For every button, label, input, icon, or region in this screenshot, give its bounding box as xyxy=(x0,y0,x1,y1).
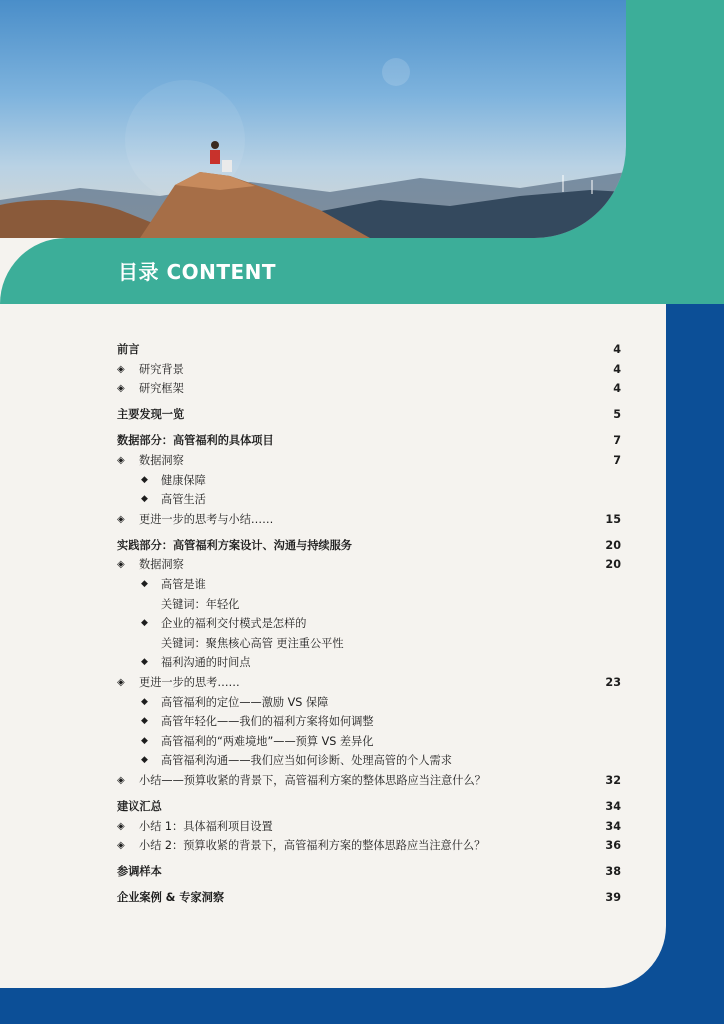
toc-entry[interactable] xyxy=(117,360,621,380)
toc-entry-title: 小结 2：预算收紧的背景下，高管福利方案的整体思路应当注意什么？ xyxy=(139,839,486,853)
toc-entry-title: 高管生活 xyxy=(161,493,206,507)
toc-entry[interactable] xyxy=(117,340,621,360)
toc-entry-page-number: 38 xyxy=(605,865,621,879)
toc-entry[interactable] xyxy=(117,817,621,837)
toc-entry-title: 前言 xyxy=(117,343,140,356)
toc-entry-title: 高管年轻化——我们的福利方案将如何调整 xyxy=(161,715,374,729)
small-diamond-bullet-icon: ◆ xyxy=(141,618,148,629)
toc-entry[interactable] xyxy=(117,379,621,399)
diamond-bullet-icon: ◈ xyxy=(117,559,125,571)
toc-entry-page-number: 36 xyxy=(605,839,621,853)
toc-entry[interactable] xyxy=(117,751,621,771)
diamond-bullet-icon: ◈ xyxy=(117,513,125,525)
toc-entry[interactable] xyxy=(117,405,621,425)
toc-entry-title: 主要发现一览 xyxy=(117,408,185,422)
diamond-bullet-icon: ◈ xyxy=(117,383,125,395)
toc-entry[interactable] xyxy=(117,471,621,491)
toc-entry[interactable] xyxy=(117,634,621,654)
diamond-bullet-icon: ◈ xyxy=(117,820,125,832)
toc-entry-title: 更进一步的思考…… xyxy=(139,676,240,689)
small-diamond-bullet-icon: ◆ xyxy=(141,755,148,766)
toc-entry-page-number: 34 xyxy=(605,800,621,814)
toc-entry[interactable] xyxy=(117,888,621,908)
toc-entry[interactable] xyxy=(117,510,621,530)
toc-entry[interactable] xyxy=(117,836,621,856)
toc-entry-page-number: 23 xyxy=(605,676,621,689)
toc-entry-title: 关键词：年轻化 xyxy=(161,597,240,611)
toc-entry[interactable] xyxy=(117,536,621,556)
small-diamond-bullet-icon: ◆ xyxy=(141,494,148,505)
toc-entry-page-number: 15 xyxy=(605,512,621,526)
cover-photo xyxy=(0,0,626,238)
small-diamond-bullet-icon: ◆ xyxy=(141,657,148,668)
toc-entry-page-number: 32 xyxy=(605,773,621,787)
toc-entry-page-number: 7 xyxy=(613,453,621,467)
mountain-scene-illustration xyxy=(0,0,626,238)
toc-entry[interactable] xyxy=(117,575,621,595)
toc-entry[interactable] xyxy=(117,595,621,615)
small-diamond-bullet-icon: ◆ xyxy=(141,735,148,746)
toc-entry-title: 企业案例 & 专家洞察 xyxy=(117,891,225,905)
toc-entry[interactable] xyxy=(117,653,621,673)
toc-entry-title: 数据部分：高管福利的具体项目 xyxy=(117,434,274,448)
toc-entry-title: 研究框架 xyxy=(139,382,184,396)
toc-entry-title: 数据洞察 xyxy=(139,558,184,572)
toc-entry-title: 关键词：聚焦核心高管 更注重公平性 xyxy=(161,636,344,650)
toc-entry-title: 高管福利的定位——激励 VS 保障 xyxy=(161,695,329,709)
toc-entry-page-number: 7 xyxy=(613,434,621,448)
toc-entry[interactable] xyxy=(117,673,621,693)
toc-entry-title: 健康保障 xyxy=(161,473,206,487)
toc-entry-title: 数据洞察 xyxy=(139,453,184,467)
toc-entry-title: 更进一步的思考与小结…… xyxy=(139,512,274,526)
toc-entry[interactable] xyxy=(117,490,621,510)
toc-entry-page-number: 4 xyxy=(613,382,621,396)
toc-entry-page-number: 34 xyxy=(605,819,621,833)
page-title: 目录 CONTENT xyxy=(118,260,277,284)
toc-entry[interactable] xyxy=(117,862,621,882)
toc-entry-title: 小结——预算收紧的背景下，高管福利方案的整体思路应当注意什么？ xyxy=(139,773,486,787)
toc-entry-page-number: 5 xyxy=(613,408,621,422)
toc-entry[interactable] xyxy=(117,712,621,732)
toc-entry[interactable] xyxy=(117,771,621,791)
toc-entry-title: 福利沟通的时间点 xyxy=(161,656,251,670)
small-diamond-bullet-icon: ◆ xyxy=(141,696,148,707)
toc-entry[interactable] xyxy=(117,797,621,817)
toc-entry[interactable] xyxy=(117,555,621,575)
toc-entry[interactable] xyxy=(117,693,621,713)
small-diamond-bullet-icon: ◆ xyxy=(141,579,148,590)
toc-entry-page-number: 20 xyxy=(605,538,621,552)
toc-entry[interactable] xyxy=(117,431,621,451)
toc-entry-title: 小结 1：具体福利项目设置 xyxy=(139,819,273,833)
diamond-bullet-icon: ◈ xyxy=(117,774,125,786)
toc-entry[interactable] xyxy=(117,614,621,634)
diamond-bullet-icon: ◈ xyxy=(117,454,125,466)
toc-entry-title: 企业的福利交付模式是怎样的 xyxy=(161,617,307,631)
diamond-bullet-icon: ◈ xyxy=(117,677,125,688)
toc-entry-page-number: 4 xyxy=(613,343,621,356)
toc-entry-page-number: 4 xyxy=(613,362,621,376)
small-diamond-bullet-icon: ◆ xyxy=(141,716,148,727)
toc-entry-title: 高管福利的“两难境地”——预算 VS 差异化 xyxy=(161,734,374,748)
toc-entry-title: 研究背景 xyxy=(139,362,184,376)
toc-entry-title: 高管福利沟通——我们应当如何诊断、处理高管的个人需求 xyxy=(161,754,452,768)
toc-entry-title: 高管是谁 xyxy=(161,578,206,592)
side-strip xyxy=(666,304,724,1024)
toc-entry-title: 实践部分：高管福利方案设计、沟通与持续服务 xyxy=(117,538,352,552)
toc-entry[interactable] xyxy=(117,732,621,752)
diamond-bullet-icon: ◈ xyxy=(117,363,125,375)
diamond-bullet-icon: ◈ xyxy=(117,840,125,852)
toc-entry-page-number: 39 xyxy=(605,891,621,905)
toc-entry-title: 参调样本 xyxy=(117,865,162,879)
toc-entry-page-number: 20 xyxy=(605,558,621,572)
toc-entry[interactable] xyxy=(117,451,621,471)
table-of-contents xyxy=(117,340,621,908)
small-diamond-bullet-icon: ◆ xyxy=(141,474,148,485)
toc-entry-title: 建议汇总 xyxy=(117,800,162,814)
